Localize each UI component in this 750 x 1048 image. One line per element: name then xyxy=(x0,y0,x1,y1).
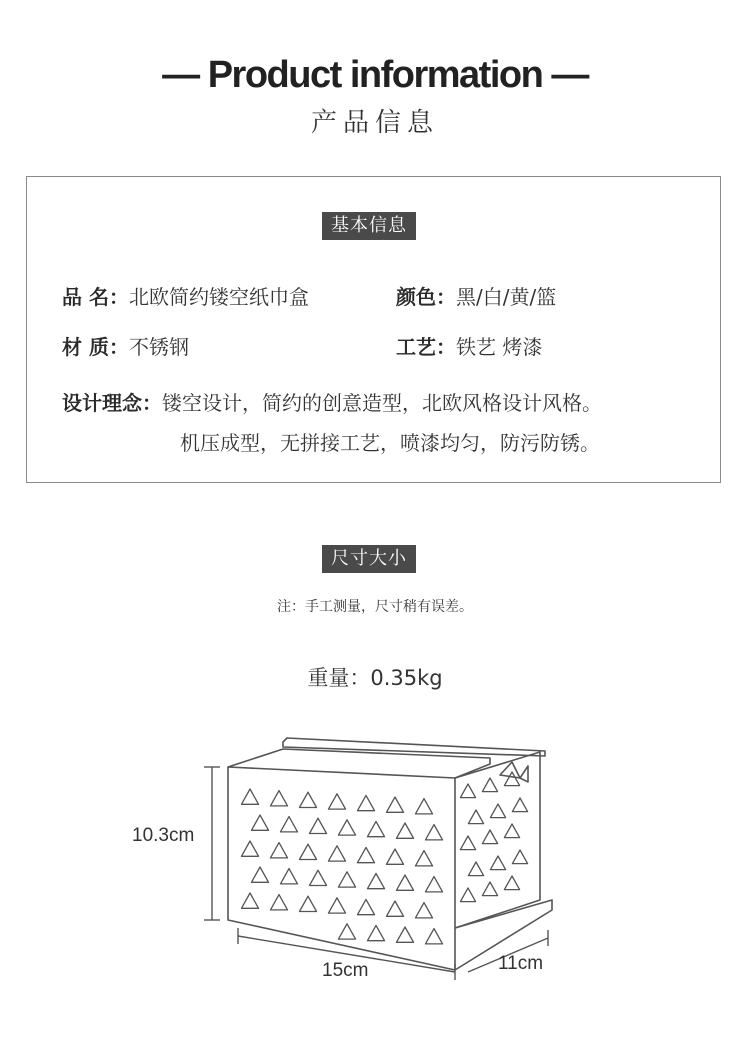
triangle-cutout xyxy=(386,849,403,864)
triangle-cutout xyxy=(425,877,442,892)
triangle-cutout xyxy=(270,791,287,806)
triangle-cutout xyxy=(328,846,345,861)
front-triangle-pattern xyxy=(241,789,442,944)
triangle-cutout xyxy=(251,815,268,830)
design-label: 设计理念： xyxy=(62,391,162,415)
product-name-label: 品 名： xyxy=(62,285,129,309)
triangle-cutout xyxy=(309,818,326,833)
triangle-cutout xyxy=(415,903,432,918)
triangle-cutout xyxy=(357,899,374,914)
product-dimension-figure xyxy=(0,720,750,1030)
design-row xyxy=(62,387,602,416)
triangle-cutout xyxy=(299,844,316,859)
craft-value: 铁艺 烤漆 xyxy=(456,335,543,359)
triangle-cutout xyxy=(425,929,442,944)
triangle-cutout xyxy=(386,797,403,812)
product-name-row xyxy=(62,281,309,310)
page-title: — Product information — xyxy=(162,54,588,96)
height-label: 10.3cm xyxy=(132,825,195,846)
material-row xyxy=(62,331,189,360)
triangle-cutout xyxy=(482,778,497,792)
size-badge: 尺寸大小 xyxy=(322,545,416,573)
triangle-cutout xyxy=(460,836,475,850)
triangle-cutout xyxy=(468,862,483,876)
triangle-cutout xyxy=(357,847,374,862)
tissue-box-line-art xyxy=(0,720,750,1030)
triangle-cutout xyxy=(396,927,413,942)
box-lid xyxy=(283,738,545,756)
triangle-cutout xyxy=(241,789,258,804)
triangle-cutout xyxy=(367,925,384,940)
triangle-cutout xyxy=(512,850,527,864)
triangle-cutout xyxy=(425,825,442,840)
triangle-cutout xyxy=(396,875,413,890)
triangle-cutout xyxy=(490,856,505,870)
triangle-cutout xyxy=(309,870,326,885)
triangle-cutout xyxy=(328,794,345,809)
triangle-cutout xyxy=(241,841,258,856)
triangle-cutout xyxy=(251,867,268,882)
triangle-cutout xyxy=(490,804,505,818)
triangle-cutout xyxy=(367,821,384,836)
triangle-cutout xyxy=(482,882,497,896)
triangle-cutout xyxy=(482,830,497,844)
triangle-cutout xyxy=(504,824,519,838)
width-label: 11cm xyxy=(498,953,544,974)
triangle-cutout xyxy=(460,784,475,798)
measurement-note: 注：手工测量，尺寸稍有误差。 xyxy=(277,599,473,615)
triangle-cutout xyxy=(338,872,355,887)
triangle-cutout xyxy=(280,869,297,884)
side-triangle-pattern xyxy=(460,772,527,902)
triangle-cutout xyxy=(504,876,519,890)
triangle-cutout xyxy=(396,823,413,838)
length-label: 15cm xyxy=(322,960,369,981)
triangle-cutout xyxy=(512,798,527,812)
triangle-cutout xyxy=(367,873,384,888)
triangle-cutout xyxy=(270,895,287,910)
product-name-value: 北欧简约镂空纸巾盒 xyxy=(128,285,309,309)
triangle-cutout xyxy=(386,901,403,916)
weight-text: 重量：0.35kg xyxy=(307,666,443,690)
page-subtitle: 产品信息 xyxy=(310,108,439,138)
triangle-cutout xyxy=(299,896,316,911)
triangle-cutout xyxy=(338,820,355,835)
triangle-cutout xyxy=(460,888,475,902)
design-line-2: 机压成型，无拼接工艺，喷漆均匀，防污防锈。 xyxy=(180,431,600,455)
color-row xyxy=(396,281,556,310)
triangle-cutout xyxy=(357,795,374,810)
triangle-cutout xyxy=(270,843,287,858)
triangle-cutout xyxy=(468,810,483,824)
triangle-cutout xyxy=(328,898,345,913)
triangle-cutout xyxy=(338,924,355,939)
triangle-cutout xyxy=(415,799,432,814)
design-line-1: 镂空设计，简约的创意造型，北欧风格设计风格。 xyxy=(162,391,602,415)
color-value: 黑/白/黄/篮 xyxy=(456,285,557,309)
material-value: 不锈钢 xyxy=(128,335,189,359)
triangle-cutout xyxy=(280,817,297,832)
triangle-cutout xyxy=(415,851,432,866)
craft-label: 工艺： xyxy=(396,335,456,359)
basic-info-badge: 基本信息 xyxy=(322,212,416,240)
side-notch-2 xyxy=(520,766,528,782)
triangle-cutout xyxy=(299,792,316,807)
material-label: 材 质： xyxy=(62,335,129,359)
triangle-cutout xyxy=(241,893,258,908)
craft-row xyxy=(396,331,542,360)
color-label: 颜色： xyxy=(396,285,456,309)
